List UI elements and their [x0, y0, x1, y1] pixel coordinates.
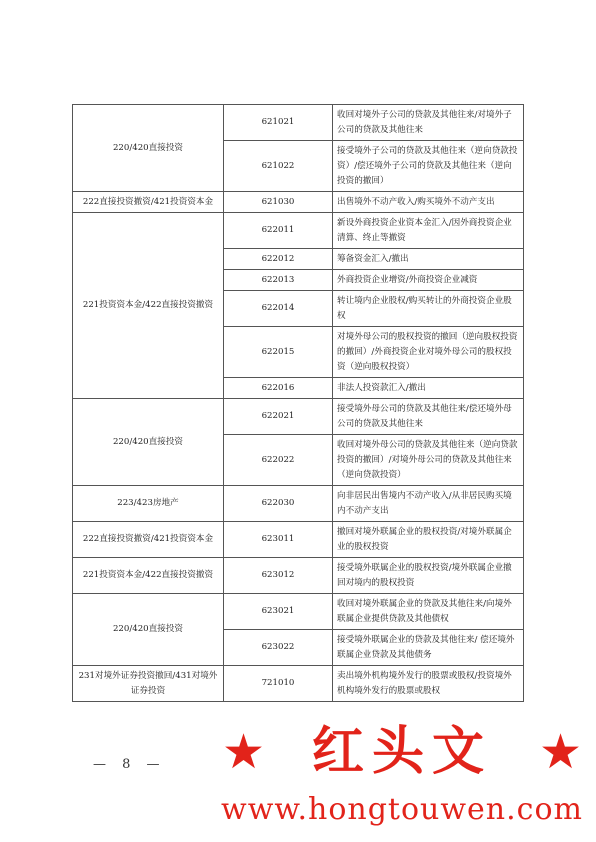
code-cell: 623012: [224, 558, 333, 594]
description-cell: 非法人投资款汇入/撤出: [333, 378, 524, 399]
description-cell: 接受境外子公司的贷款及其他往来（逆向贷款投资）/偿还境外子公司的贷款及其他往来（逆向投资的撤回）: [333, 141, 524, 192]
code-cell: 621021: [224, 105, 333, 141]
star-icon-right: ★: [538, 724, 582, 780]
code-cell: 621030: [224, 192, 333, 213]
table-row: [73, 399, 524, 435]
description-cell: 卖出境外机构境外发行的股票或股权/投资境外机构境外发行的股票或股权: [333, 666, 524, 702]
code-cell: 622013: [224, 270, 333, 291]
table-row: [73, 558, 524, 594]
category-cell: 220/420直接投资: [73, 399, 224, 486]
description-cell: 出售境外不动产收入/购买境外不动产支出: [333, 192, 524, 213]
code-cell: 622011: [224, 213, 333, 249]
code-cell: 621022: [224, 141, 333, 192]
star-icon-left: ★: [222, 724, 266, 780]
description-cell: 新设外商投资企业资本金汇入/因外商投资企业清算、终止等撤资: [333, 213, 524, 249]
code-cell: 622030: [224, 486, 333, 522]
category-cell: 221投资资本金/422直接投资撤资: [73, 213, 224, 399]
code-table-body: [73, 105, 524, 702]
description-cell: 接受境外联属企业的贷款及其他往来/ 偿还境外联属企业贷款及其他债务: [333, 630, 524, 666]
code-cell: 622015: [224, 327, 333, 378]
description-cell: 外商投资企业增资/外商投资企业减资: [333, 270, 524, 291]
code-cell: 623021: [224, 594, 333, 630]
table-row: [73, 522, 524, 558]
page-number: — 8 —: [93, 757, 166, 772]
watermark-title: 红头文: [311, 722, 492, 782]
table-row: [73, 105, 524, 141]
description-cell: 收回对境外联属企业的贷款及其他往来/向境外联属企业提供贷款及其他债权: [333, 594, 524, 630]
code-cell: 721010: [224, 666, 333, 702]
table-row: [73, 213, 524, 249]
description-cell: 接受境外母公司的贷款及其他往来/偿还境外母公司的贷款及其他往来: [333, 399, 524, 435]
category-cell: 221投资资本金/422直接投资撤资: [73, 558, 224, 594]
code-cell: 622022: [224, 435, 333, 486]
code-table: [72, 104, 524, 702]
code-cell: 623011: [224, 522, 333, 558]
category-cell: 223/423房地产: [73, 486, 224, 522]
description-cell: 接受境外联属企业的股权投资/境外联属企业撤回对境内的股权投资: [333, 558, 524, 594]
table-row: [73, 192, 524, 213]
table-row: [73, 666, 524, 702]
table-row: [73, 486, 524, 522]
watermark-url: www.hongtouwen.com: [221, 792, 583, 827]
code-cell: 622021: [224, 399, 333, 435]
code-cell: 622012: [224, 249, 333, 270]
code-cell: 623022: [224, 630, 333, 666]
description-cell: 向非居民出售境内不动产收入/从非居民购买境内不动产支出: [333, 486, 524, 522]
code-cell: 622014: [224, 291, 333, 327]
category-cell: 231对境外证券投资撤回/431对境外证券投资: [73, 666, 224, 702]
category-cell: 222直接投资撤资/421投资资本金: [73, 522, 224, 558]
description-cell: 筹备资金汇入/撤出: [333, 249, 524, 270]
category-cell: 222直接投资撤资/421投资资本金: [73, 192, 224, 213]
category-cell: 220/420直接投资: [73, 594, 224, 666]
watermark-banner: [222, 722, 582, 782]
description-cell: 收回对境外母公司的贷款及其他往来（逆向贷款投资的撤回）/对境外母公司的贷款及其他往来（逆向贷款投资）: [333, 435, 524, 486]
category-cell: 220/420直接投资: [73, 105, 224, 192]
description-cell: 对境外母公司的股权投资的撤回（逆向股权投资的撤回）/外商投资企业对境外母公司的股权投资（逆向股权投资）: [333, 327, 524, 378]
description-cell: 收回对境外子公司的贷款及其他往来/对境外子公司的贷款及其他往来: [333, 105, 524, 141]
description-cell: 撤回对境外联属企业的股权投资/对境外联属企业的股权投资: [333, 522, 524, 558]
table-row: [73, 594, 524, 630]
description-cell: 转让境内企业股权/购买转让的外商投资企业股权: [333, 291, 524, 327]
code-cell: 622016: [224, 378, 333, 399]
